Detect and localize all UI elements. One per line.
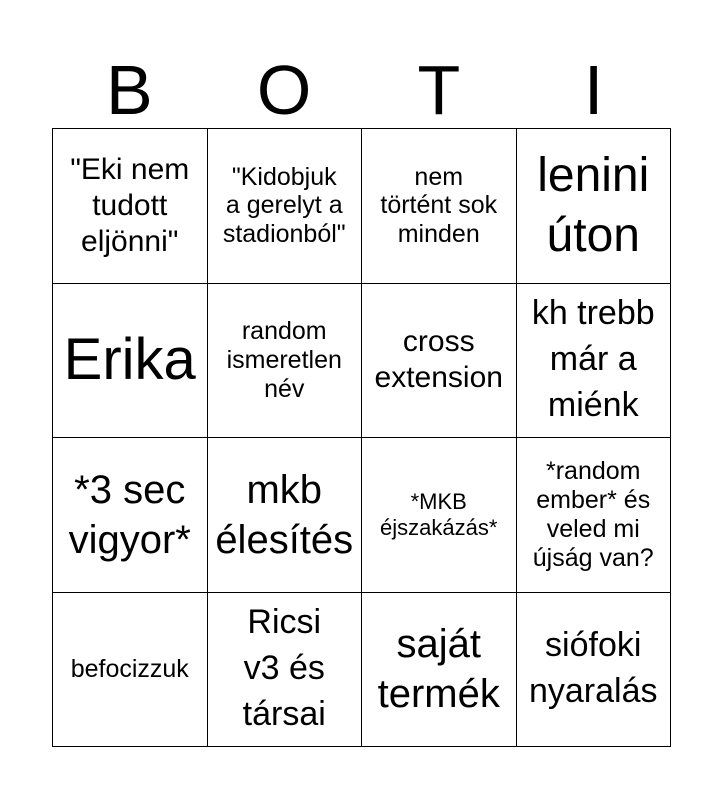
cell-text: random ismeretlen név (226, 317, 342, 403)
bingo-cell-r1c3[interactable] (362, 129, 517, 284)
cell-text: lenini úton (537, 148, 650, 262)
cell-text: *3 sec vigyor* (68, 467, 191, 562)
cell-text: "Eki nem tudott eljönni" (70, 152, 190, 258)
cell-text: cross extension (374, 325, 503, 395)
cell-text: mkb élesítés (215, 467, 354, 562)
bingo-cell-r4c1[interactable] (53, 593, 208, 748)
cell-text: saját termék (377, 622, 500, 717)
bingo-cell-r3c1[interactable] (53, 438, 208, 593)
bingo-cell-r4c3[interactable] (362, 593, 517, 748)
bingo-cell-r3c3[interactable] (362, 438, 517, 593)
cell-text: kh trebb már a miénk (531, 294, 655, 425)
header-letter-o: O (256, 51, 312, 129)
cell-text: nem történt sok minden (380, 162, 498, 249)
cell-text: siófoki nyaralás (528, 626, 658, 711)
bingo-cell-r4c4[interactable] (517, 593, 672, 748)
bingo-cell-r1c4[interactable] (517, 129, 672, 284)
cell-text: Ricsi v3 és társai (242, 603, 326, 734)
header-letter-i: I (583, 51, 604, 129)
cell-text: Erika (63, 327, 196, 393)
cell-text: befocizzuk (70, 654, 189, 683)
bingo-cell-r1c1[interactable] (53, 129, 208, 284)
bingo-card (52, 128, 671, 747)
bingo-cell-r2c2[interactable] (208, 284, 363, 439)
header-letter-b: B (106, 51, 153, 129)
bingo-cell-r3c2[interactable] (208, 438, 363, 593)
cell-text: *random ember* és veled mi újság van? (532, 457, 654, 572)
header-letter-t: T (417, 51, 461, 129)
bingo-cell-r1c2[interactable] (208, 129, 363, 284)
cell-text: *MKB éjszakázás* (380, 488, 498, 540)
bingo-cell-r2c3[interactable] (362, 284, 517, 439)
bingo-cell-r3c4[interactable] (517, 438, 672, 593)
bingo-cell-r2c4[interactable] (517, 284, 672, 439)
bingo-cell-r2c1[interactable] (53, 284, 208, 439)
cell-text: "Kidobjuk a gerelyt a stadionból" (222, 162, 346, 249)
bingo-header (52, 52, 671, 128)
bingo-cell-r4c2[interactable] (208, 593, 363, 748)
